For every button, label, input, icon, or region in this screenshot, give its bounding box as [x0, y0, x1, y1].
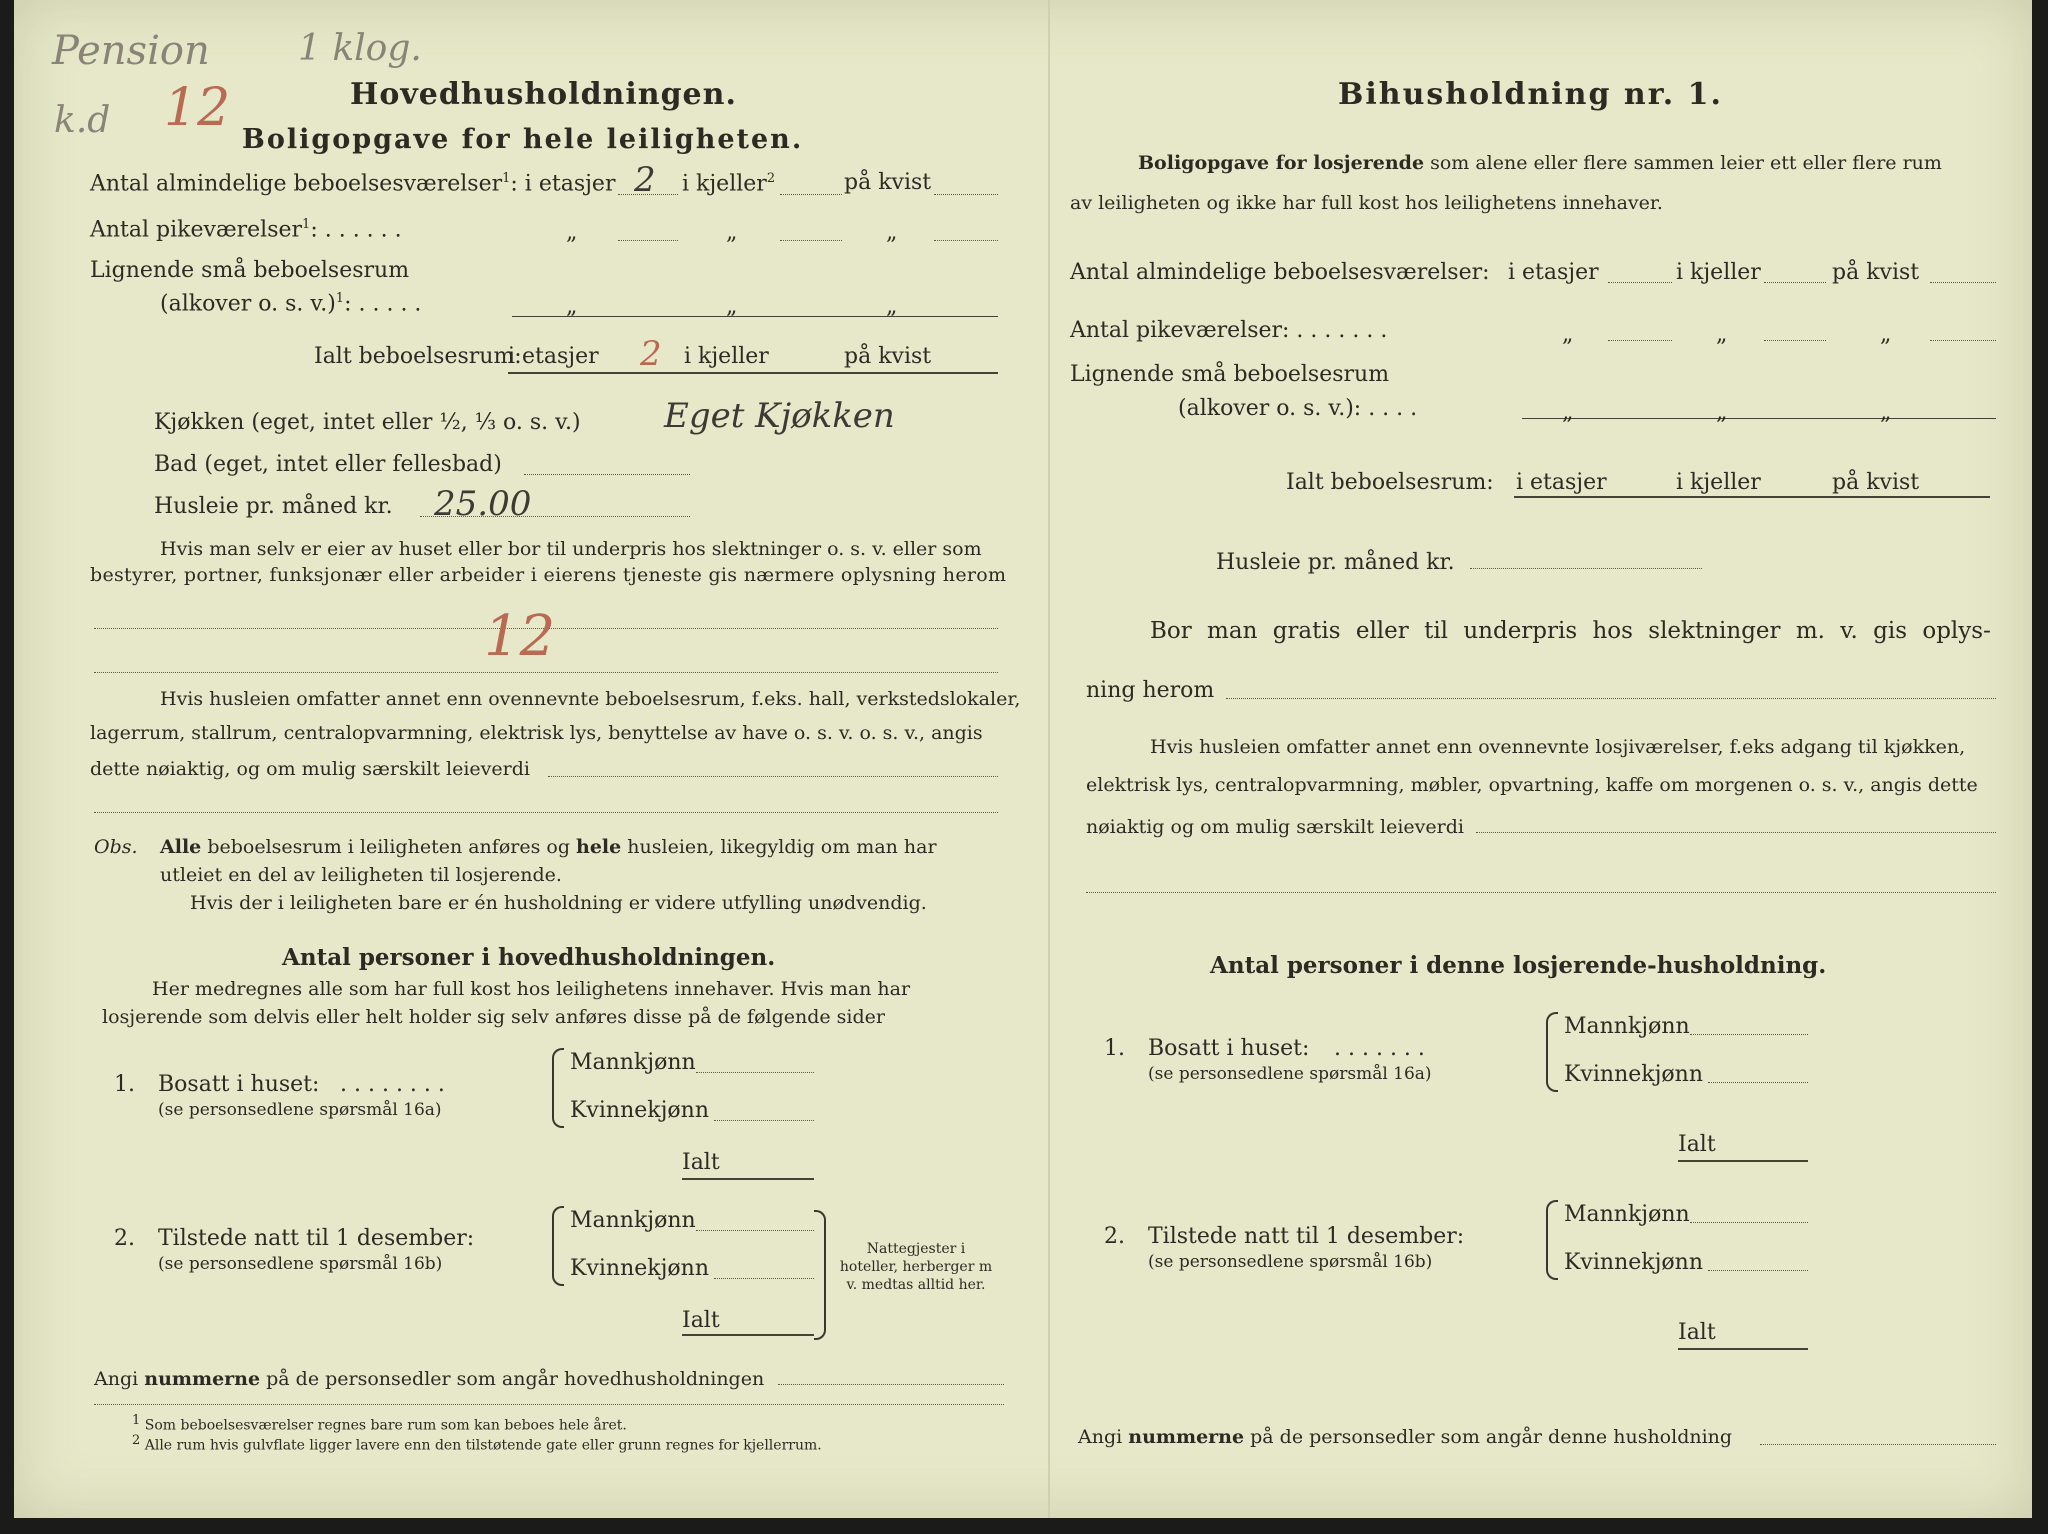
right-q1-ialt: Ialt [1678, 1132, 1716, 1157]
right-q1-dots: . . . . . . . [1334, 1036, 1425, 1061]
right-q1-kvinne: Kvinnekjønn [1564, 1062, 1703, 1087]
right-row2-ditto1: „ [1562, 322, 1574, 347]
left-q1-mann-line [696, 1072, 814, 1073]
left-q2-sub: (se personsedlene spørsmål 16b) [158, 1254, 443, 1274]
left-persons-text-l2: losjerende som delvis eller helt holder sig selv anføres disse på de følgende sider [102, 1006, 885, 1028]
right-q2-ialt-line [1678, 1348, 1808, 1350]
right-row3-ditto1: „ [1562, 400, 1574, 425]
left-leieverdi-line [548, 776, 998, 777]
left-footnote-rule [94, 1404, 1004, 1405]
left-row3-ditto1: „ [566, 294, 578, 319]
left-ialt-etasjer-value: 2 [640, 334, 662, 374]
left-ialt-etasjer: i etasjer [508, 344, 599, 369]
right-row3a-label: Lignende små beboelsesrum [1070, 362, 1390, 387]
left-row1-kvist: på kvist [844, 170, 932, 195]
left-row3-line [512, 316, 998, 317]
left-q1-number: 1. [114, 1072, 135, 1097]
left-kjokken-value: Eget Kjøkken [664, 396, 895, 436]
left-husleie-line [420, 516, 690, 517]
left-ialt-label: Ialt beboelsesrum: [314, 344, 522, 369]
right-intro-line2: av leiligheten og ikke har full kost hos leilighetens innehaver. [1070, 192, 1663, 214]
left-subtitle: Boligopgave for hele leiligheten. [242, 124, 804, 155]
left-footnote1: $^1$ Som beboelsesværelser regnes bare rum som kan beboes hele året. [132, 1413, 627, 1434]
left-angi-line [778, 1384, 1004, 1385]
left-q2-number: 2. [114, 1226, 135, 1251]
left-q1-ialt-line [682, 1178, 814, 1180]
left-obs-line2: utleiet en del av leiligheten til losjerende. [160, 864, 562, 886]
right-row1-kvist: på kvist [1832, 260, 1920, 285]
right-ialt-label: Ialt beboelsesrum: [1286, 470, 1494, 495]
left-bad-line [524, 474, 690, 475]
right-husleie-text-l1: Hvis husleien omfatter annet enn ovennevnte losjiværelser, f.eks adgang til kjøkken, [1150, 736, 1966, 758]
right-leieverdi-line2 [1086, 892, 1996, 893]
right-q1-kvinne-line [1708, 1082, 1808, 1083]
right-q1-sub: (se personsedlene spørsmål 16a) [1148, 1064, 1432, 1084]
left-ialt-kvist: på kvist [844, 344, 932, 369]
right-q1-number: 1. [1104, 1036, 1125, 1061]
left-q2-label: Tilstede natt til 1 desember: [158, 1226, 475, 1251]
left-natt-note: Nattegjester i hoteller, herberger m v. medtas alltid her. [839, 1241, 993, 1294]
right-husleie-label: Husleie pr. måned kr. [1216, 550, 1455, 575]
handwritten-pension: Pension [52, 28, 210, 74]
left-kjeller-line [780, 194, 842, 195]
right-row3b-label: (alkover o. s. v.): . . . . [1178, 396, 1418, 421]
right-q1-ialt-line [1678, 1160, 1808, 1162]
left-q1-ialt: Ialt [682, 1150, 720, 1175]
right-q1-mann-line [1690, 1034, 1808, 1035]
right-row3-ditto3: „ [1880, 400, 1892, 425]
right-angi-text: Angi nummerne på de personsedler som angår denne husholdning [1078, 1426, 1733, 1448]
right-row1-etasjer: i etasjer [1508, 260, 1599, 285]
left-kvist-line [934, 194, 998, 195]
right-ialt-line [1514, 496, 1990, 498]
left-q2-brace [552, 1206, 564, 1286]
right-row1-kvist-line [1930, 282, 1996, 283]
left-ialt-line [508, 372, 998, 374]
left-etasjer-value: 2 [634, 160, 656, 200]
left-row1-label: Antal almindelige beboelsesværelser$^1$: i etasjer [90, 171, 616, 197]
left-husleie-text-l3: dette nøiaktig, og om mulig særskilt leieverdi [90, 758, 530, 780]
left-obs-line1: Alle beboelsesrum i leiligheten anføres og hele husleien, likegyldig om man har [160, 836, 937, 858]
page-fold [1048, 0, 1050, 1518]
left-leieverdi-line2 [94, 812, 998, 813]
left-q2-mann-line [696, 1230, 814, 1231]
right-row1-etasjer-line [1608, 282, 1672, 283]
right-row1-kjeller: i kjeller [1676, 260, 1761, 285]
left-bad-label: Bad (eget, intet eller fellesbad) [154, 452, 502, 477]
handwritten-kd: k.d [54, 100, 111, 141]
left-row3a-label: Lignende små beboelsesrum [90, 258, 410, 283]
right-row2-line3 [1930, 340, 1996, 341]
right-row2-label: Antal pikeværelser: . . . . . . . [1070, 318, 1388, 343]
left-eier-text-l2: bestyrer, portner, funksjonær eller arbeider i eierens tjeneste gis nærmere oplysning herom [90, 564, 1007, 586]
left-eier-line2 [94, 672, 998, 673]
right-row1-label: Antal almindelige beboelsesværelser: [1070, 260, 1490, 285]
left-etasjer-line [618, 194, 678, 195]
left-husleie-text-l2: lagerrum, stallrum, centralopvarmning, elektrisk lys, benyttelse av have o. s. v. o. s. v., angis [90, 722, 983, 744]
left-kjokken-label: Kjøkken (eget, intet eller ½, ⅓ o. s. v.) [154, 410, 581, 435]
right-row2-ditto2: „ [1716, 322, 1728, 347]
right-row3-line [1522, 418, 1996, 419]
left-angi-text: Angi nummerne på de personsedler som angår hovedhusholdningen [94, 1368, 765, 1390]
handwritten-number-red: 12 [164, 78, 231, 138]
left-row1-kjeller: i kjeller$^2$ [682, 171, 776, 197]
left-q2-kvinne-line [714, 1278, 814, 1279]
left-q2-ialt: Ialt [682, 1308, 720, 1333]
right-persons-title: Antal personer i denne losjerende-husholdning. [1210, 952, 1827, 979]
left-persons-title: Antal personer i hovedhusholdningen. [282, 944, 776, 971]
right-q2-kvinne-line [1708, 1270, 1808, 1271]
left-husleie-label: Husleie pr. måned kr. [154, 494, 393, 519]
right-husleie-line [1470, 568, 1702, 569]
left-q2-kvinne: Kvinnekjønn [570, 1256, 709, 1281]
left-row2-line3 [934, 240, 998, 241]
left-q1-label: Bosatt i huset: [158, 1072, 320, 1097]
right-row3-ditto2: „ [1716, 400, 1728, 425]
left-q1-sub: (se personsedlene spørsmål 16a) [158, 1100, 442, 1120]
left-obs-label: Obs. [94, 836, 138, 858]
right-ialt-etasjer: i etasjer [1516, 470, 1607, 495]
right-gratis-line1: Bor man gratis eller til underpris hos slektninger m. v. gis oplys- [1150, 618, 1991, 644]
right-ialt-kjeller: i kjeller [1676, 470, 1761, 495]
right-gratis-line2: ning herom [1086, 678, 1215, 703]
left-row3-ditto3: „ [886, 294, 898, 319]
left-row3b-label: (alkover o. s. v.)$^1$: . . . . . [160, 291, 422, 317]
left-row2-label: Antal pikeværelser$^1$: . . . . . . [90, 217, 402, 243]
right-row2-line1 [1608, 340, 1672, 341]
right-q2-number: 2. [1104, 1224, 1125, 1249]
handwritten-klog: 1 klog. [298, 28, 422, 69]
left-q2-right-brace [814, 1210, 826, 1340]
right-q2-ialt: Ialt [1678, 1320, 1716, 1345]
left-row2-ditto2: „ [726, 220, 738, 245]
right-q1-label: Bosatt i huset: [1148, 1036, 1310, 1061]
left-row2-ditto1: „ [566, 220, 578, 245]
right-intro-line1: Boligopgave for losjerende som alene eller flere sammen leier ett eller flere rum [1138, 152, 1942, 174]
left-title: Hovedhusholdningen. [350, 77, 737, 112]
left-footnote2: $^2$ Alle rum hvis gulvflate ligger lavere enn den tilstøtende gate eller grunn regnes for kjellerrum. [132, 1433, 822, 1454]
left-q1-kvinne-line [714, 1120, 814, 1121]
left-q2-mann: Mannkjønn [570, 1208, 696, 1233]
right-q1-mann: Mannkjønn [1564, 1014, 1690, 1039]
left-row2-line1 [618, 240, 678, 241]
left-obs-line3: Hvis der i leiligheten bare er én husholdning er videre utfylling unødvendig. [190, 892, 927, 914]
right-q2-mann: Mannkjønn [1564, 1202, 1690, 1227]
right-row2-ditto3: „ [1880, 322, 1892, 347]
left-q1-kvinne: Kvinnekjønn [570, 1098, 709, 1123]
right-leieverdi-line1 [1476, 832, 1996, 833]
left-row3-ditto2: „ [726, 294, 738, 319]
right-gratis-line [1226, 698, 1996, 699]
left-q1-mann: Mannkjønn [570, 1050, 696, 1075]
left-q1-brace [552, 1048, 564, 1128]
left-eier-text-l1: Hvis man selv er eier av huset eller bor til underpris hos slektninger o. s. v. eller som [160, 538, 982, 560]
right-husleie-text-l3: nøiaktig og om mulig særskilt leieverdi [1086, 816, 1464, 838]
left-husleie-text-l1: Hvis husleien omfatter annet enn ovennevnte beboelsesrum, f.eks. hall, verkstedslokaler, [160, 688, 1021, 710]
left-ialt-kjeller: i kjeller [684, 344, 769, 369]
left-husleie-value: 25.00 [434, 484, 532, 524]
left-q1-dots: . . . . . . . . [340, 1072, 445, 1097]
right-angi-line [1760, 1444, 1996, 1445]
right-husleie-text-l2: elektrisk lys, centralopvarmning, møbler, opvartning, kaffe om morgenen o. s. v., angis dette [1086, 774, 1978, 796]
right-q2-kvinne: Kvinnekjønn [1564, 1250, 1703, 1275]
right-q2-mann-line [1690, 1222, 1808, 1223]
right-title: Bihusholdning nr. 1. [1338, 77, 1723, 112]
right-ialt-kvist: på kvist [1832, 470, 1920, 495]
right-row1-kjeller-line [1764, 282, 1826, 283]
right-q2-label: Tilstede natt til 1 desember: [1148, 1224, 1465, 1249]
left-q2-ialt-line [682, 1334, 814, 1336]
left-persons-text-l1: Her medregnes alle som har full kost hos leilighetens innehaver. Hvis man har [152, 978, 911, 1000]
left-handwritten-number2: 12 [484, 604, 556, 669]
right-q1-brace [1546, 1012, 1558, 1092]
left-row2-ditto3: „ [886, 220, 898, 245]
left-row2-line2 [780, 240, 842, 241]
right-q2-sub: (se personsedlene spørsmål 16b) [1148, 1252, 1433, 1272]
right-row2-line2 [1764, 340, 1826, 341]
census-form-sheet [14, 0, 2032, 1518]
right-q2-brace [1546, 1200, 1558, 1280]
